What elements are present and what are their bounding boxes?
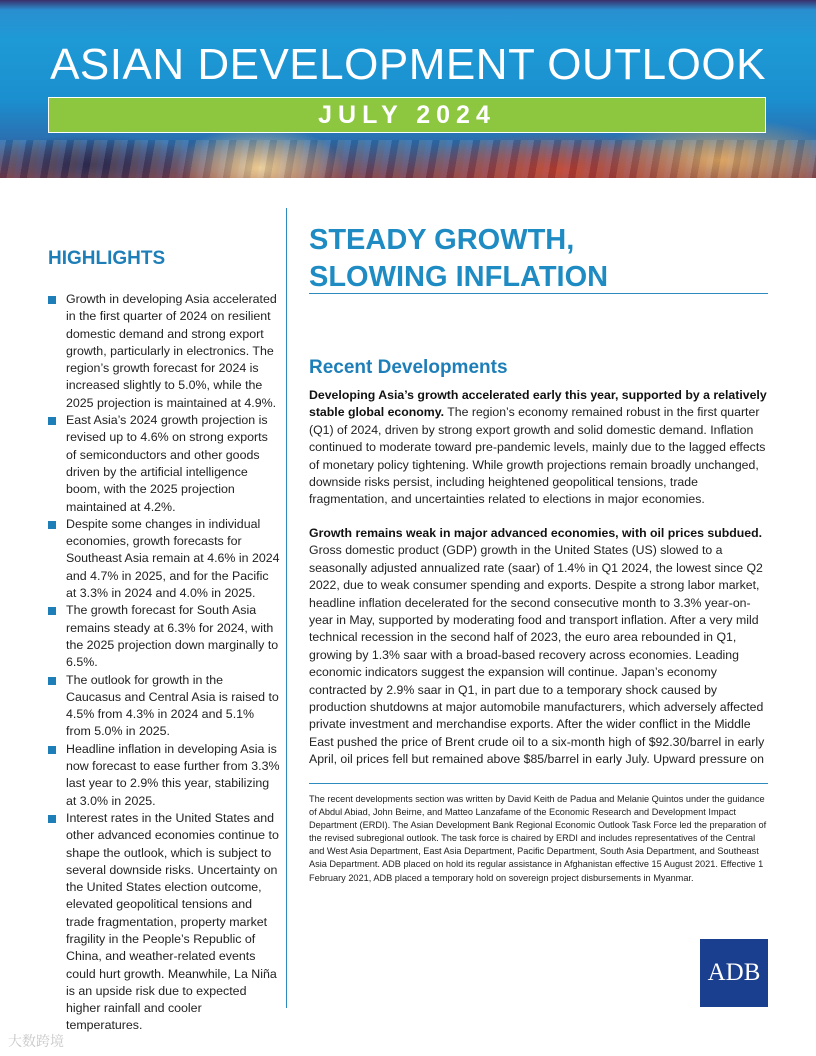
article-title-line2: SLOWING INFLATION bbox=[309, 261, 609, 293]
publication-date: JULY 2024 bbox=[48, 97, 766, 133]
footnote: The recent developments section was written by David Keith de Padua and Melanie Quintos under the guidance of Abdul Abiad, John Beirne, and Matteo Lanzafame of the Economic Research and Development Impact Department (ERDI). The Asian Development Bank Regional Economic Outlook Task Force led the preparation of the revised subregional outlook. The task force is chaired by ERDI and includes representatives of the Central and West Asia Department, East Asia Department, Pacific Department, South Asia Department, and Southeast Asia Department. ADB placed on hold its regular assistance in Afghanistan effective 15 August 2021. Effective 1 February 2021, ADB placed a temporary hold on sovereign project disbursements in Myanmar. bbox=[309, 794, 767, 883]
paragraph-lead: Developing Asia’s growth accelerated early this year, supported by a relatively stable global economy. bbox=[309, 388, 767, 420]
square-bullet-icon bbox=[48, 677, 56, 685]
highlights-list bbox=[48, 291, 280, 1035]
paragraph-lead: Growth remains weak in major advanced economies, with oil prices subdued. bbox=[309, 526, 763, 540]
article-title-line1: STEADY GROWTH, bbox=[309, 224, 575, 256]
highlight-text: Growth in developing Asia accelerated in the first quarter of 2024 on resilient domestic demand and strong export growth, particularly in electronics. The region’s growth forecast for 2024 is increased slightly to 5.0%, while the 2025 projection is maintained at 4.9%. bbox=[66, 292, 277, 410]
list-item bbox=[48, 741, 280, 810]
square-bullet-icon bbox=[48, 746, 56, 754]
highlights-heading: HIGHLIGHTS bbox=[48, 248, 166, 269]
highlight-text: East Asia’s 2024 growth projection is revised up to 4.6% on strong exports of semiconductors and other goods driven by the artificial intelligence boom, with the 2025 projection maintained at 4.2%. bbox=[66, 413, 268, 514]
publication-title: ASIAN DEVELOPMENT OUTLOOK bbox=[50, 40, 766, 89]
list-item bbox=[48, 412, 280, 516]
column-divider bbox=[286, 208, 287, 1008]
banner-artwork bbox=[0, 140, 816, 178]
highlight-text: The growth forecast for South Asia remains steady at 6.3% for 2024, with the 2025 projection down marginally to 6.5%. bbox=[66, 603, 279, 670]
square-bullet-icon bbox=[48, 607, 56, 615]
square-bullet-icon bbox=[48, 521, 56, 529]
header-banner bbox=[0, 0, 816, 178]
highlight-text: Headline inflation in developing Asia is now forecast to ease further from 3.3% last year to 2.9% this year, stabilizing at 3.0% in 2025. bbox=[66, 741, 280, 808]
highlight-text: The outlook for growth in the Caucasus and Central Asia is raised to 4.5% from 4.3% in 2024 and 5.1% from 5.0% in 2025. bbox=[66, 672, 279, 739]
body-paragraph bbox=[309, 387, 768, 509]
list-item bbox=[48, 810, 280, 1035]
paragraph-body: Gross domestic product (GDP) growth in the United States (US) slowed to a seasonally adjusted annualized rate (saar) of 1.4% in Q1 2024, the lowest since Q2 2022, due to weak consumer spending and exports. Despite a strong labor market, headline inflation decelerated for the second consecutive month to 3.3% year-on-year in May, supported by moderating food and transport inflation. After a very mild technical recession in the second half of 2023, the euro area rebounded in Q1, growing by 1.3% saar with a broad-based recovery across economies. Leading economic indicators suggest the expansion will continue. Japan’s economy contracted by 2.9% saar in Q1, in part due to a temporary shock caused by production shutdowns at major automobile manufacturers, which adversely affected private investment and merchandise exports. After the wider conflict in the Middle East pushed the price of Brent crude oil to a six-month high of $92.30/barrel in early April, oil prices fell but remained above $85/barrel in early July. Upward pressure on bbox=[309, 543, 765, 767]
list-item bbox=[48, 291, 280, 412]
title-rule bbox=[309, 293, 768, 294]
watermark: 大数跨境 bbox=[8, 1033, 64, 1049]
square-bullet-icon bbox=[48, 296, 56, 304]
list-item bbox=[48, 602, 280, 671]
highlight-text: Despite some changes in individual economies, growth forecasts for Southeast Asia remain at 4.6% in 2024 and 4.7% in 2025, and for the Pacific at 3.3% in 2024 and 4.0% in 2025. bbox=[66, 516, 280, 601]
list-item bbox=[48, 672, 280, 741]
paragraph-body: The region’s economy remained robust in the first quarter (Q1) of 2024, driven by strong export growth and solid domestic demand. Inflation continued to moderate toward pre-pandemic levels, mainly due to the lagged effects of monetary policy tightening. While growth projections remain broadly unchanged, downside risks persist, including heightened geopolitical tensions, trade fragmentation, and uncertainties related to elections in major economies. bbox=[309, 405, 766, 507]
section-heading: Recent Developments bbox=[309, 357, 508, 378]
square-bullet-icon bbox=[48, 417, 56, 425]
article-title bbox=[309, 222, 769, 296]
square-bullet-icon bbox=[48, 815, 56, 823]
footnote-rule bbox=[309, 783, 768, 784]
body-paragraph bbox=[309, 525, 768, 769]
adb-logo: ADB bbox=[700, 939, 768, 1007]
list-item bbox=[48, 516, 280, 602]
highlight-text: Interest rates in the United States and other advanced economies continue to shape the outlook, which is subject to several downside risks. Uncertainty on the United States election outcome, elevated geopolitical tensions and trade fragmentation, property market fragility in the People’s Republic of China, and weather-related events could hurt growth. Meanwhile, La Niña is an upside risk due to expected higher rainfall and cooler temperatures. bbox=[66, 810, 279, 1033]
